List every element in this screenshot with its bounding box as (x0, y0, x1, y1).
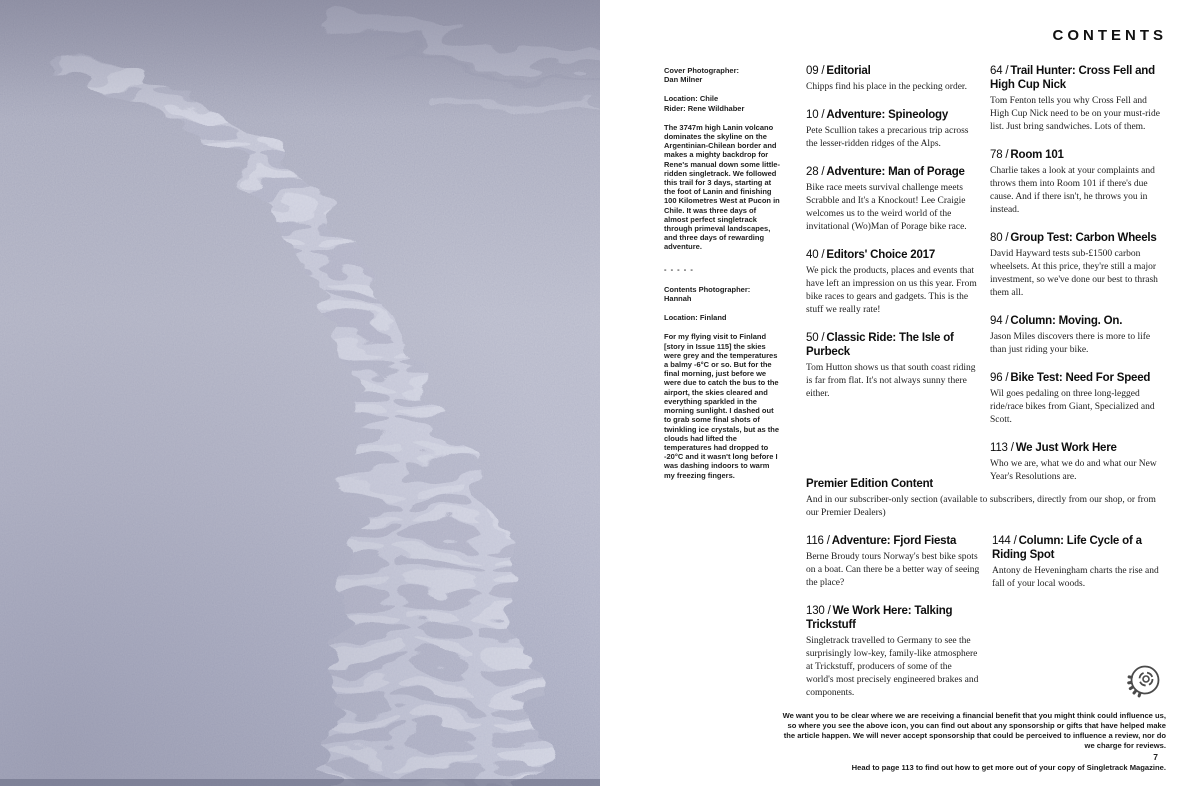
entry-heading (990, 231, 1168, 245)
entry-description: Tom Hutton shows us that south coast riding is far from flat. It's not always sunny there either. (806, 363, 976, 399)
entry-page-number: 10 / (806, 109, 825, 121)
entry-description: Chipps find his place in the pecking order. (806, 82, 967, 92)
contents-story: For my flying visit to Finland [story in Issue 115] the skies were grey and the temperatures a balmy -6°C or so. But for the final morning, just before we were due to catch the bus to the airport, the skies cleared and everything sparkled in the morning sunlight. I dashed out to grab some final shots of twinkling ice crystals, but as the clouds had lifted the temperatures had dropped to -20°C and it wasn't long before I was dashing indoors to warm my freezing fingers. (664, 332, 780, 480)
entry-description: Wil goes pedaling on three long-legged ride/race bikes from Giant, Specialized and Scott. (990, 389, 1155, 425)
entry-title: Adventure: Spineology (826, 109, 949, 121)
entry-page-number: 94 / (990, 315, 1009, 327)
credits-separator: - - - - - (664, 264, 694, 274)
cover-rider: Rider: Rene Wildhaber (664, 103, 745, 113)
page-number: 7 (1153, 752, 1158, 762)
entry-heading (806, 534, 980, 548)
contents-entry (992, 534, 1170, 591)
entry-title: Classic Ride: The Isle of Purbeck (806, 332, 954, 358)
entry-heading (990, 441, 1168, 455)
entry-heading (806, 64, 978, 78)
entry-heading (990, 314, 1168, 328)
entry-page-number: 50 / (806, 332, 825, 344)
contents-entry (806, 331, 978, 401)
contents-entry (990, 64, 1168, 134)
entry-description: Who we are, what we do and what our New Year's Resolutions are. (990, 459, 1157, 482)
entry-page-number: 40 / (806, 249, 825, 261)
entry-description: Singletrack travelled to Germany to see the surprisingly low-key, family-like atmosphere at Trickstuff, producers of some of the world's most precisely engineered brakes and components. (806, 636, 979, 698)
entry-title: We Work Here: Talking Trickstuff (806, 605, 953, 631)
contents-photographer-block (664, 285, 782, 303)
entry-page-number: 113 / (990, 442, 1014, 454)
entry-description: Berne Broudy tours Norway's best bike spots on a boat. Can there be a better way of seeing the place? (806, 552, 980, 588)
entry-page-number: 130 / (806, 605, 831, 617)
contents-entry (990, 371, 1168, 427)
entry-title: Room 101 (1010, 149, 1064, 161)
entry-page-number: 144 / (992, 535, 1017, 547)
entry-heading (806, 331, 978, 359)
contents-entry (806, 165, 978, 234)
entry-description: Antony de Heveningham charts the rise and fall of your local woods. (992, 566, 1159, 589)
entry-title: Adventure: Man of Porage (826, 166, 965, 178)
contents-entry (806, 534, 980, 590)
entry-title: Column: Life Cycle of a Riding Spot (992, 535, 1142, 561)
entry-title: Editorial (826, 65, 871, 77)
contents-location: Location: Finland (664, 313, 727, 323)
entry-page-number: 64 / (990, 65, 1009, 77)
contents-photographer-label: Contents Photographer: (664, 284, 751, 294)
entry-title: Trail Hunter: Cross Fell and High Cup Nick (990, 65, 1155, 91)
entry-page-number: 78 / (990, 149, 1009, 161)
entry-page-number: 09 / (806, 65, 825, 77)
entry-description: Tom Fenton tells you why Cross Fell and High Cup Nick need to be on your must-ride list. Just bring sandwiches. Lots of them. (990, 96, 1160, 132)
entry-page-number: 80 / (990, 232, 1009, 244)
entry-description: Charlie takes a look at your complaints and throws them into Room 101 if there's due cause. And if there isn't, he throws you in instead. (990, 166, 1155, 215)
premier-intro: And in our subscriber-only section (available to subscribers, directly from our shop, or from our Premier Dealers) (806, 495, 1156, 518)
sponsorship-disclosure-gear-icon (1126, 661, 1164, 704)
entry-page-number: 28 / (806, 166, 825, 178)
cover-photographer-block (664, 66, 782, 84)
cover-photographer-label: Cover Photographer: (664, 66, 740, 75)
entry-description: David Hayward tests sub-£1500 carbon wheelsets. At this price, they're still a major investment, so we've done our best to thrash them all. (990, 249, 1158, 298)
premier-title: Premier Edition Content (806, 478, 934, 490)
entry-heading (990, 64, 1168, 92)
footer-note: Head to page 113 to find out how to get more out of your copy of Singletrack Magazine. (851, 763, 1166, 772)
entry-page-number: 116 / (806, 535, 830, 547)
sponsorship-disclaimer: We want you to be clear where we are receiving a financial benefit that you might think could influence us, so where you see the above icon, you can find out about any sponsorship or gifts that have helped make the article happen. We will never accept sponsorship that could be perceived to influence a review, nor do we charge for reviews. (782, 711, 1166, 750)
entry-heading (806, 108, 978, 122)
contents-entry (806, 248, 978, 317)
entry-description: Jason Miles discovers there is more to life than just riding your bike. (990, 332, 1151, 355)
entry-title: Group Test: Carbon Wheels (1010, 232, 1157, 244)
entry-description: Pete Scullion takes a precarious trip across the lesser-ridden ridges of the Alps. (806, 126, 969, 149)
entry-heading (990, 371, 1168, 385)
entry-description: We pick the products, places and events that have left an impression on us this year. From bike races to gears and gadgets. This is the stuff we really rate! (806, 266, 977, 315)
cover-location: Location: Chile (664, 94, 719, 104)
contents-entry (990, 231, 1168, 300)
entry-heading (806, 165, 978, 179)
contents-entry (990, 148, 1168, 217)
footer (780, 661, 1166, 773)
entry-heading (992, 534, 1170, 562)
entry-description: Bike race meets survival challenge meets Scrabble and It's a Knockout! Lee Craigie welcomes us to the weird world of the invitational (Wo)Man of Porage bike race. (806, 183, 967, 232)
cover-location-block (664, 94, 782, 112)
contents-entry (806, 108, 978, 151)
contents-entry (990, 314, 1168, 357)
entry-heading (806, 248, 978, 262)
page-title: CONTENTS (1052, 27, 1167, 44)
entry-title: Editors' Choice 2017 (826, 249, 936, 261)
contents-column-2 (990, 64, 1168, 498)
contents-entry (806, 64, 978, 94)
cover-photographer-name: Dan Milner (664, 75, 703, 85)
entry-title: Adventure: Fjord Fiesta (831, 535, 957, 547)
entry-title: Bike Test: Need For Speed (1010, 372, 1151, 384)
entry-heading (806, 604, 980, 632)
contents-column-1 (806, 64, 978, 415)
entry-title: Column: Moving. On. (1010, 315, 1123, 327)
cover-story: The 3747m high Lanin volcano dominates the skyline on the Argentinian-Chilean border and makes a mighty backdrop for Rene's manual down some little-ridden singletrack. We followed this trail for 3 days, starting at the foot of Lanin and finishing 100 Kilometres West at Pucon in Chile. It was three days of almost perfect singletrack through primeval landscapes, and three days of rewarding adventure. (664, 122, 780, 252)
contents-photographer-name: Hannah (664, 294, 692, 304)
entry-page-number: 96 / (990, 372, 1009, 384)
entry-heading (990, 148, 1168, 162)
photo-credits (664, 66, 782, 493)
entry-title: We Just Work Here (1015, 442, 1117, 454)
